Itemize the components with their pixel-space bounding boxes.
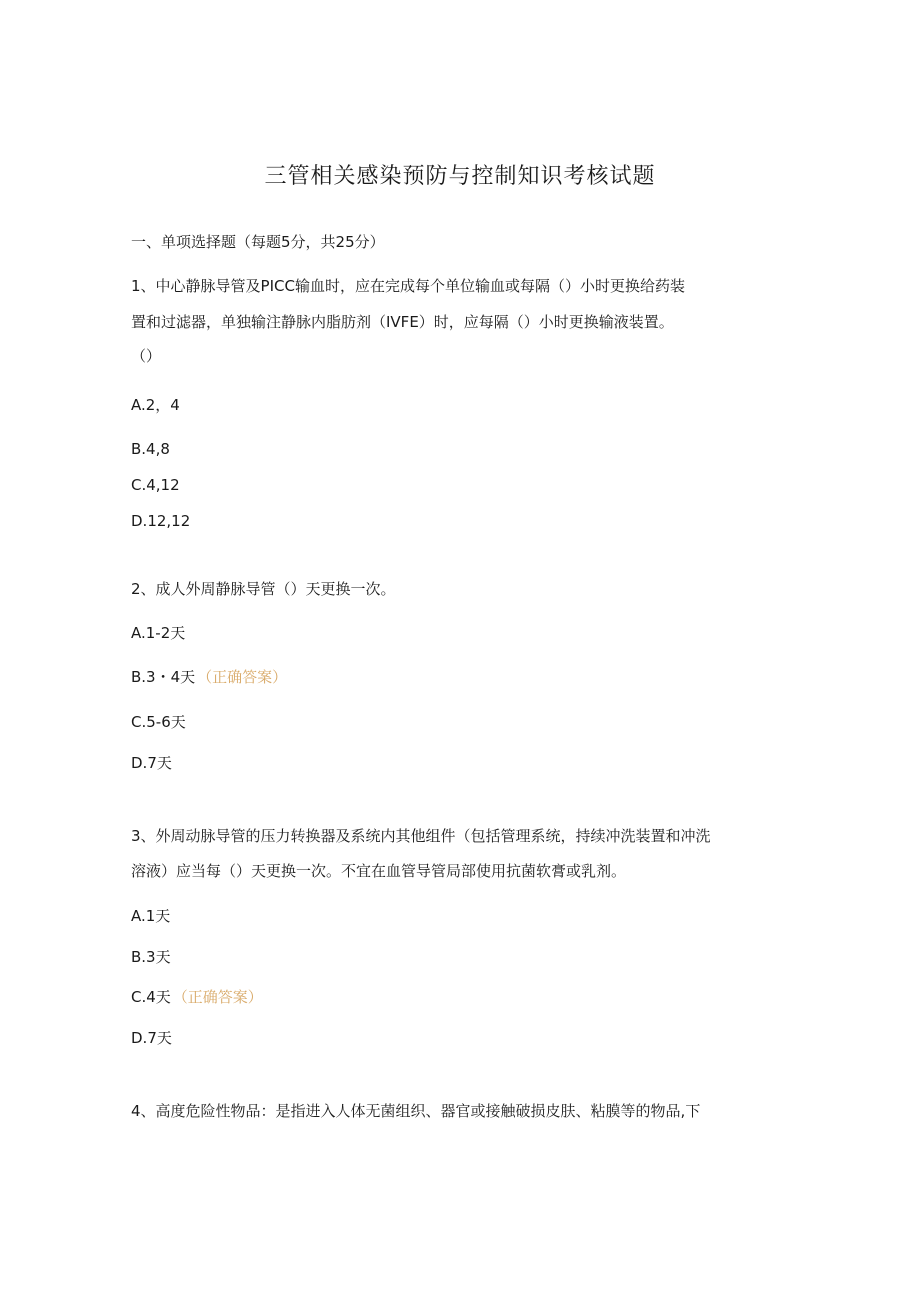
question-1-option-b: B.4,8 xyxy=(131,440,170,458)
question-3-option-c: C.4天 xyxy=(131,988,171,1006)
question-3-text-line-2: 溶液）应当每（）天更换一次。不宜在血管导管局部使用抗菌软膏或乳剂。 xyxy=(131,862,627,880)
correct-answer-label: （正确答案） xyxy=(172,988,263,1006)
question-3-text-line-1: 3、外周动脉导管的压力转换器及系统内其他组件（包括管理系统，持续冲洗装置和冲洗 xyxy=(131,827,711,845)
question-1-option-c: C.4,12 xyxy=(131,476,180,494)
question-2-option-a: A.1-2天 xyxy=(131,624,186,642)
correct-answer-label: （正确答案） xyxy=(197,668,288,686)
question-3-option-a: A.1天 xyxy=(131,907,171,925)
question-3-option-b: B.3天 xyxy=(131,948,171,966)
document-title: 三管相关感染预防与控制知识考核试题 xyxy=(264,164,656,189)
question-2-option-c: C.5-6天 xyxy=(131,713,186,731)
question-1-text-line-3: （） xyxy=(131,347,162,365)
question-1-text-line-1: 1、中心静脉导管及PICC输血时，应在完成每个单位输血或每隔（）小时更换给药装 xyxy=(131,277,685,295)
question-4-text: 4、高度危险性物品：是指进入人体无菌组织、器官或接触破损皮肤、粘膜等的物品,下 xyxy=(131,1102,701,1120)
question-1-text-line-2: 置和过滤器，单独输注静脉内脂肪剂（IVFE）时，应每隔（）小时更换输液装置。 xyxy=(131,313,674,331)
question-1-option-a: A.2，4 xyxy=(131,396,180,414)
question-3-option-d: D.7天 xyxy=(131,1029,172,1047)
question-1-option-d: D.12,12 xyxy=(131,512,191,530)
section-heading: 一、单项选择题（每题5分，共25分） xyxy=(131,233,385,251)
question-2-option-b: B.3・4天 xyxy=(131,668,196,686)
question-2-option-d: D.7天 xyxy=(131,754,172,772)
question-2-text: 2、成人外周静脉导管（）天更换一次。 xyxy=(131,580,396,598)
question-2-option-b-row xyxy=(131,666,791,688)
question-3-option-c-row xyxy=(131,986,791,1008)
